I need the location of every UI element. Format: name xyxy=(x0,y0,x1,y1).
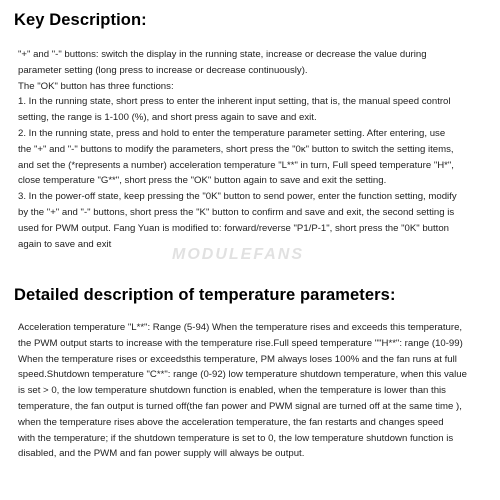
detail-line: When the temperature rises or exceedsthis temperature, PM always loses 100% and the fan runs at full xyxy=(18,353,457,365)
key-description-heading: Key Description: xyxy=(14,11,147,29)
key-line: the "+" and "-" buttons to modify the parameters, short press the "0κ" button to switch the setting items, xyxy=(18,143,454,155)
detail-line: the PWM output starts to increase with the temperature rise.Full speed temperature ""H**": range (10-99) xyxy=(18,337,463,349)
key-line: The "OK" button has three functions: xyxy=(18,80,174,92)
key-line: 3. In the power-off state, keep pressing the "0K" button to send power, enter the function setting, modify xyxy=(18,191,457,203)
key-line: "+" and "-" buttons: switch the display in the running state, increase or decrease the value during xyxy=(18,49,427,60)
temperature-parameters-heading: Detailed description of temperature parameters: xyxy=(14,286,396,304)
key-line: by the "+" and "-" buttons, short press the "K" button to confirm and save and exit, the second setting is xyxy=(18,206,455,218)
temperature-parameters-body xyxy=(18,320,490,462)
key-line: again to save and exit xyxy=(18,238,112,250)
detail-line: with the temperature; if the shutdown temperature is set to 0, the low temperature shutdown function is xyxy=(18,432,454,444)
key-line: and set the (*represents a number) acceleration temperature "L**" in turn, Full speed temperature "H*", xyxy=(18,159,454,171)
key-description-body xyxy=(18,47,490,252)
detail-line: Acceleration temperature "L**": Range (5-94) When the temperature rises and exceeds this temperature, xyxy=(18,322,463,333)
key-line: close temperature "G**", short press the "OK" button again to save and exit the setting. xyxy=(18,175,387,187)
detail-line: is set > 0, the low temperature shutdown function is enabled, when the temperature is lower than this xyxy=(18,385,446,397)
detail-line: temperature, the fan output is turned off(the fan power and PWM signal are turned off at the same time ), xyxy=(18,400,462,412)
detail-line: disabled, and the PWM and fan power supply will always be output. xyxy=(18,448,305,460)
key-line: 2. In the running state, press and hold to enter the temperature parameter setting. After entering, use xyxy=(18,127,446,139)
key-line: 1. In the running state, short press to enter the inherent input setting, that is, the manual speed control xyxy=(18,96,451,108)
detail-line: speed.Shutdown temperature "C**": range (0-92) low temperature shutdown temperature, when this value xyxy=(18,369,467,381)
key-line: used for PWM output. Fang Yuan is modified to: forward/reverse "P1/P-1", short press the "0K" button xyxy=(18,222,449,234)
key-line: setting, the range is 1-100 (%), and short press again to save and exit. xyxy=(18,112,317,124)
detail-line: when the temperature rises above the acceleration temperature, the fan restarts and changes speed xyxy=(18,416,444,428)
watermark: MODULEFANS xyxy=(172,246,304,263)
key-line: parameter setting (long press to increase or decrease continuously). xyxy=(18,64,308,76)
